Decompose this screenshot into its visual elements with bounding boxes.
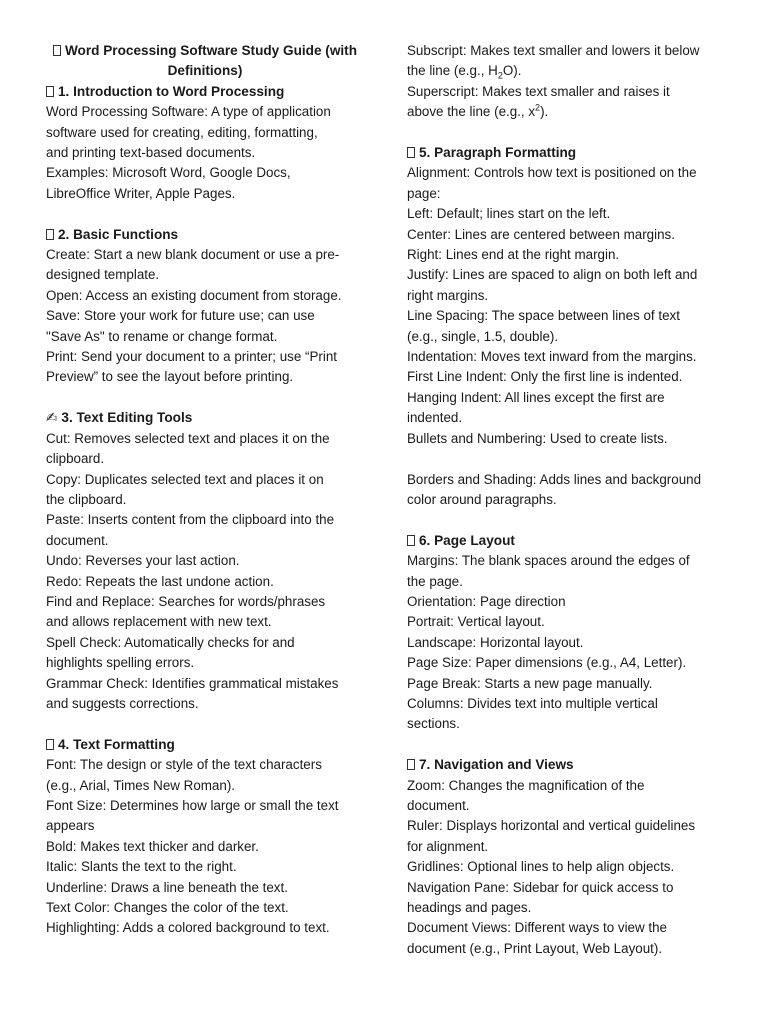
text-line: clipboard. (46, 451, 105, 467)
text-line: Right: Lines end at the right margin. (407, 247, 620, 263)
superscript-example: above the line (e.g., $x^2$). (407, 102, 549, 120)
text-line: Bullets and Numbering: Used to create lists. (407, 430, 668, 446)
section-text-formatting (46, 735, 364, 939)
text-line: Left: Default; lines start on the left. (407, 206, 611, 222)
text-line: color around paragraphs. (407, 491, 557, 507)
text-line: Create: Start a new blank document or use a pre- (46, 247, 340, 263)
text-line: First Line Indent: Only the first line is indented. (407, 369, 683, 385)
text-line: Gridlines: Optional lines to help align objects. (407, 859, 675, 875)
text-line: document. (407, 797, 470, 813)
section-heading: 2. Basic Functions (46, 225, 364, 245)
box-glyph-icon (46, 229, 54, 240)
text-line: (e.g., Arial, Times New Roman). (46, 777, 236, 793)
text-line: Copy: Duplicates selected text and places it on (46, 471, 324, 487)
text-line: Word Processing Software: A type of application (46, 104, 331, 120)
box-glyph-icon (407, 759, 415, 770)
text-line: LibreOffice Writer, Apple Pages. (46, 185, 236, 201)
text-line: Highlighting: Adds a colored background to text. (46, 920, 330, 936)
text-line: Font: The design or style of the text characters (46, 757, 322, 773)
box-glyph-icon (46, 739, 54, 750)
subscript-example: the line (e.g., $H_2O$). (407, 63, 522, 82)
section-basic-functions (46, 225, 364, 388)
text-line: Save: Store your work for future use; can use (46, 308, 315, 324)
text-line: Superscript: Makes text smaller and raises it (407, 83, 670, 99)
box-glyph-icon (407, 535, 415, 546)
text-line: (e.g., single, 1.5, double). (407, 328, 559, 344)
text-line: Zoom: Changes the magnification of the (407, 777, 645, 793)
text-line: Bold: Makes text thicker and darker. (46, 838, 259, 854)
text-line: Spell Check: Automatically checks for and (46, 634, 295, 650)
text-line: Landscape: Horizontal layout. (407, 634, 584, 650)
spacer (407, 510, 725, 530)
text-line: Justify: Lines are spaced to align on both left and (407, 267, 698, 283)
box-glyph-icon (407, 147, 415, 158)
section-heading: 1. Introduction to Word Processing (46, 82, 364, 102)
document-title: Word Processing Software Study Guide (with Definitions) (46, 41, 364, 82)
text-line: document. (46, 532, 109, 548)
section-navigation-views (407, 755, 725, 959)
text-line: and printing text-based documents. (46, 145, 256, 161)
section-paragraph-formatting (407, 143, 725, 510)
text-line: and allows replacement with new text. (46, 614, 272, 630)
text-line: Indentation: Moves text inward from the margins. (407, 349, 697, 365)
spacer (407, 123, 725, 143)
section-introduction (46, 82, 364, 204)
text-line: Grammar Check: Identifies grammatical mistakes (46, 675, 339, 691)
text-line: page: (407, 185, 441, 201)
text-line: right margins. (407, 287, 489, 303)
text-line: Alignment: Controls how text is positioned on the (407, 165, 697, 181)
section-text-editing-tools (46, 408, 364, 714)
text-line: Text Color: Changes the color of the text. (46, 900, 289, 916)
right-column (407, 41, 725, 959)
text-line: Page Size: Paper dimensions (e.g., A4, Letter). (407, 655, 687, 671)
pencil-icon: ✍ (46, 410, 58, 426)
section-heading: 7. Navigation and Views (407, 755, 725, 775)
text-line: Underline: Draws a line beneath the text. (46, 879, 288, 895)
text-line: designed template. (46, 267, 160, 283)
text-line: Preview” to see the layout before printing. (46, 369, 294, 385)
text-line: Columns: Divides text into multiple vertical (407, 695, 658, 711)
text-line: Find and Replace: Searches for words/phrases (46, 593, 326, 609)
text-line: headings and pages. (407, 900, 532, 915)
text-line: highlights spelling errors. (46, 655, 195, 671)
text-line: the clipboard. (46, 491, 127, 507)
section-page-layout (407, 531, 725, 735)
text-line: Italic: Slants the text to the right. (46, 859, 237, 875)
text-line: and suggests corrections. (46, 695, 199, 711)
text-line: the page. (407, 573, 463, 589)
section-subscript-superscript (407, 41, 725, 123)
text-line: Print: Send your document to a printer; use “Print (46, 349, 338, 365)
section-heading: 4. Text Formatting (46, 735, 364, 755)
text-line: Subscript: Makes text smaller and lowers it below (407, 43, 700, 58)
text-line: Undo: Reverses your last action. (46, 553, 240, 569)
text-line: software used for creating, editing, formatting, (46, 124, 318, 140)
text-line: Paste: Inserts content from the clipboard into the (46, 512, 335, 528)
text-line: Document Views: Different ways to view the (407, 920, 667, 936)
text-line: Cut: Removes selected text and places it on the (46, 430, 330, 446)
text-line: Page Break: Starts a new page manually. (407, 675, 653, 691)
section-heading: 5. Paragraph Formatting (407, 143, 725, 163)
text-line: Portrait: Vertical layout. (407, 614, 545, 630)
text-line: for alignment. (407, 838, 489, 854)
text-line: document (e.g., Print Layout, Web Layout). (407, 940, 663, 956)
text-line: "Save As" to rename or change format. (46, 328, 278, 344)
spacer (46, 714, 364, 734)
left-column (46, 41, 364, 939)
text-line: Ruler: Displays horizontal and vertical guidelines (407, 818, 696, 834)
spacer (407, 449, 725, 469)
text-line: Orientation: Page direction (407, 593, 566, 609)
text-line: Borders and Shading: Adds lines and background (407, 471, 702, 487)
spacer (46, 388, 364, 408)
spacer (46, 204, 364, 224)
section-heading: 6. Page Layout (407, 531, 725, 551)
text-line: sections. (407, 716, 460, 732)
text-line: Font Size: Determines how large or small the text (46, 797, 339, 813)
text-line: Margins: The blank spaces around the edges of (407, 553, 690, 569)
text-line: indented. (407, 410, 463, 426)
text-line: Redo: Repeats the last undone action. (46, 573, 274, 589)
text-line: appears (46, 818, 95, 834)
section-heading: ✍ 3. Text Editing Tools (46, 410, 193, 426)
text-line: Examples: Microsoft Word, Google Docs, (46, 165, 291, 181)
text-line: Center: Lines are centered between margins. (407, 226, 675, 242)
spacer (407, 735, 725, 755)
text-line: Open: Access an existing document from storage. (46, 287, 342, 303)
text-line: Hanging Indent: All lines except the first are (407, 389, 665, 405)
box-glyph-icon (53, 45, 61, 56)
box-glyph-icon (46, 86, 54, 97)
text-line: Line Spacing: The space between lines of text (407, 308, 680, 324)
text-line: Navigation Pane: Sidebar for quick access to (407, 879, 674, 895)
